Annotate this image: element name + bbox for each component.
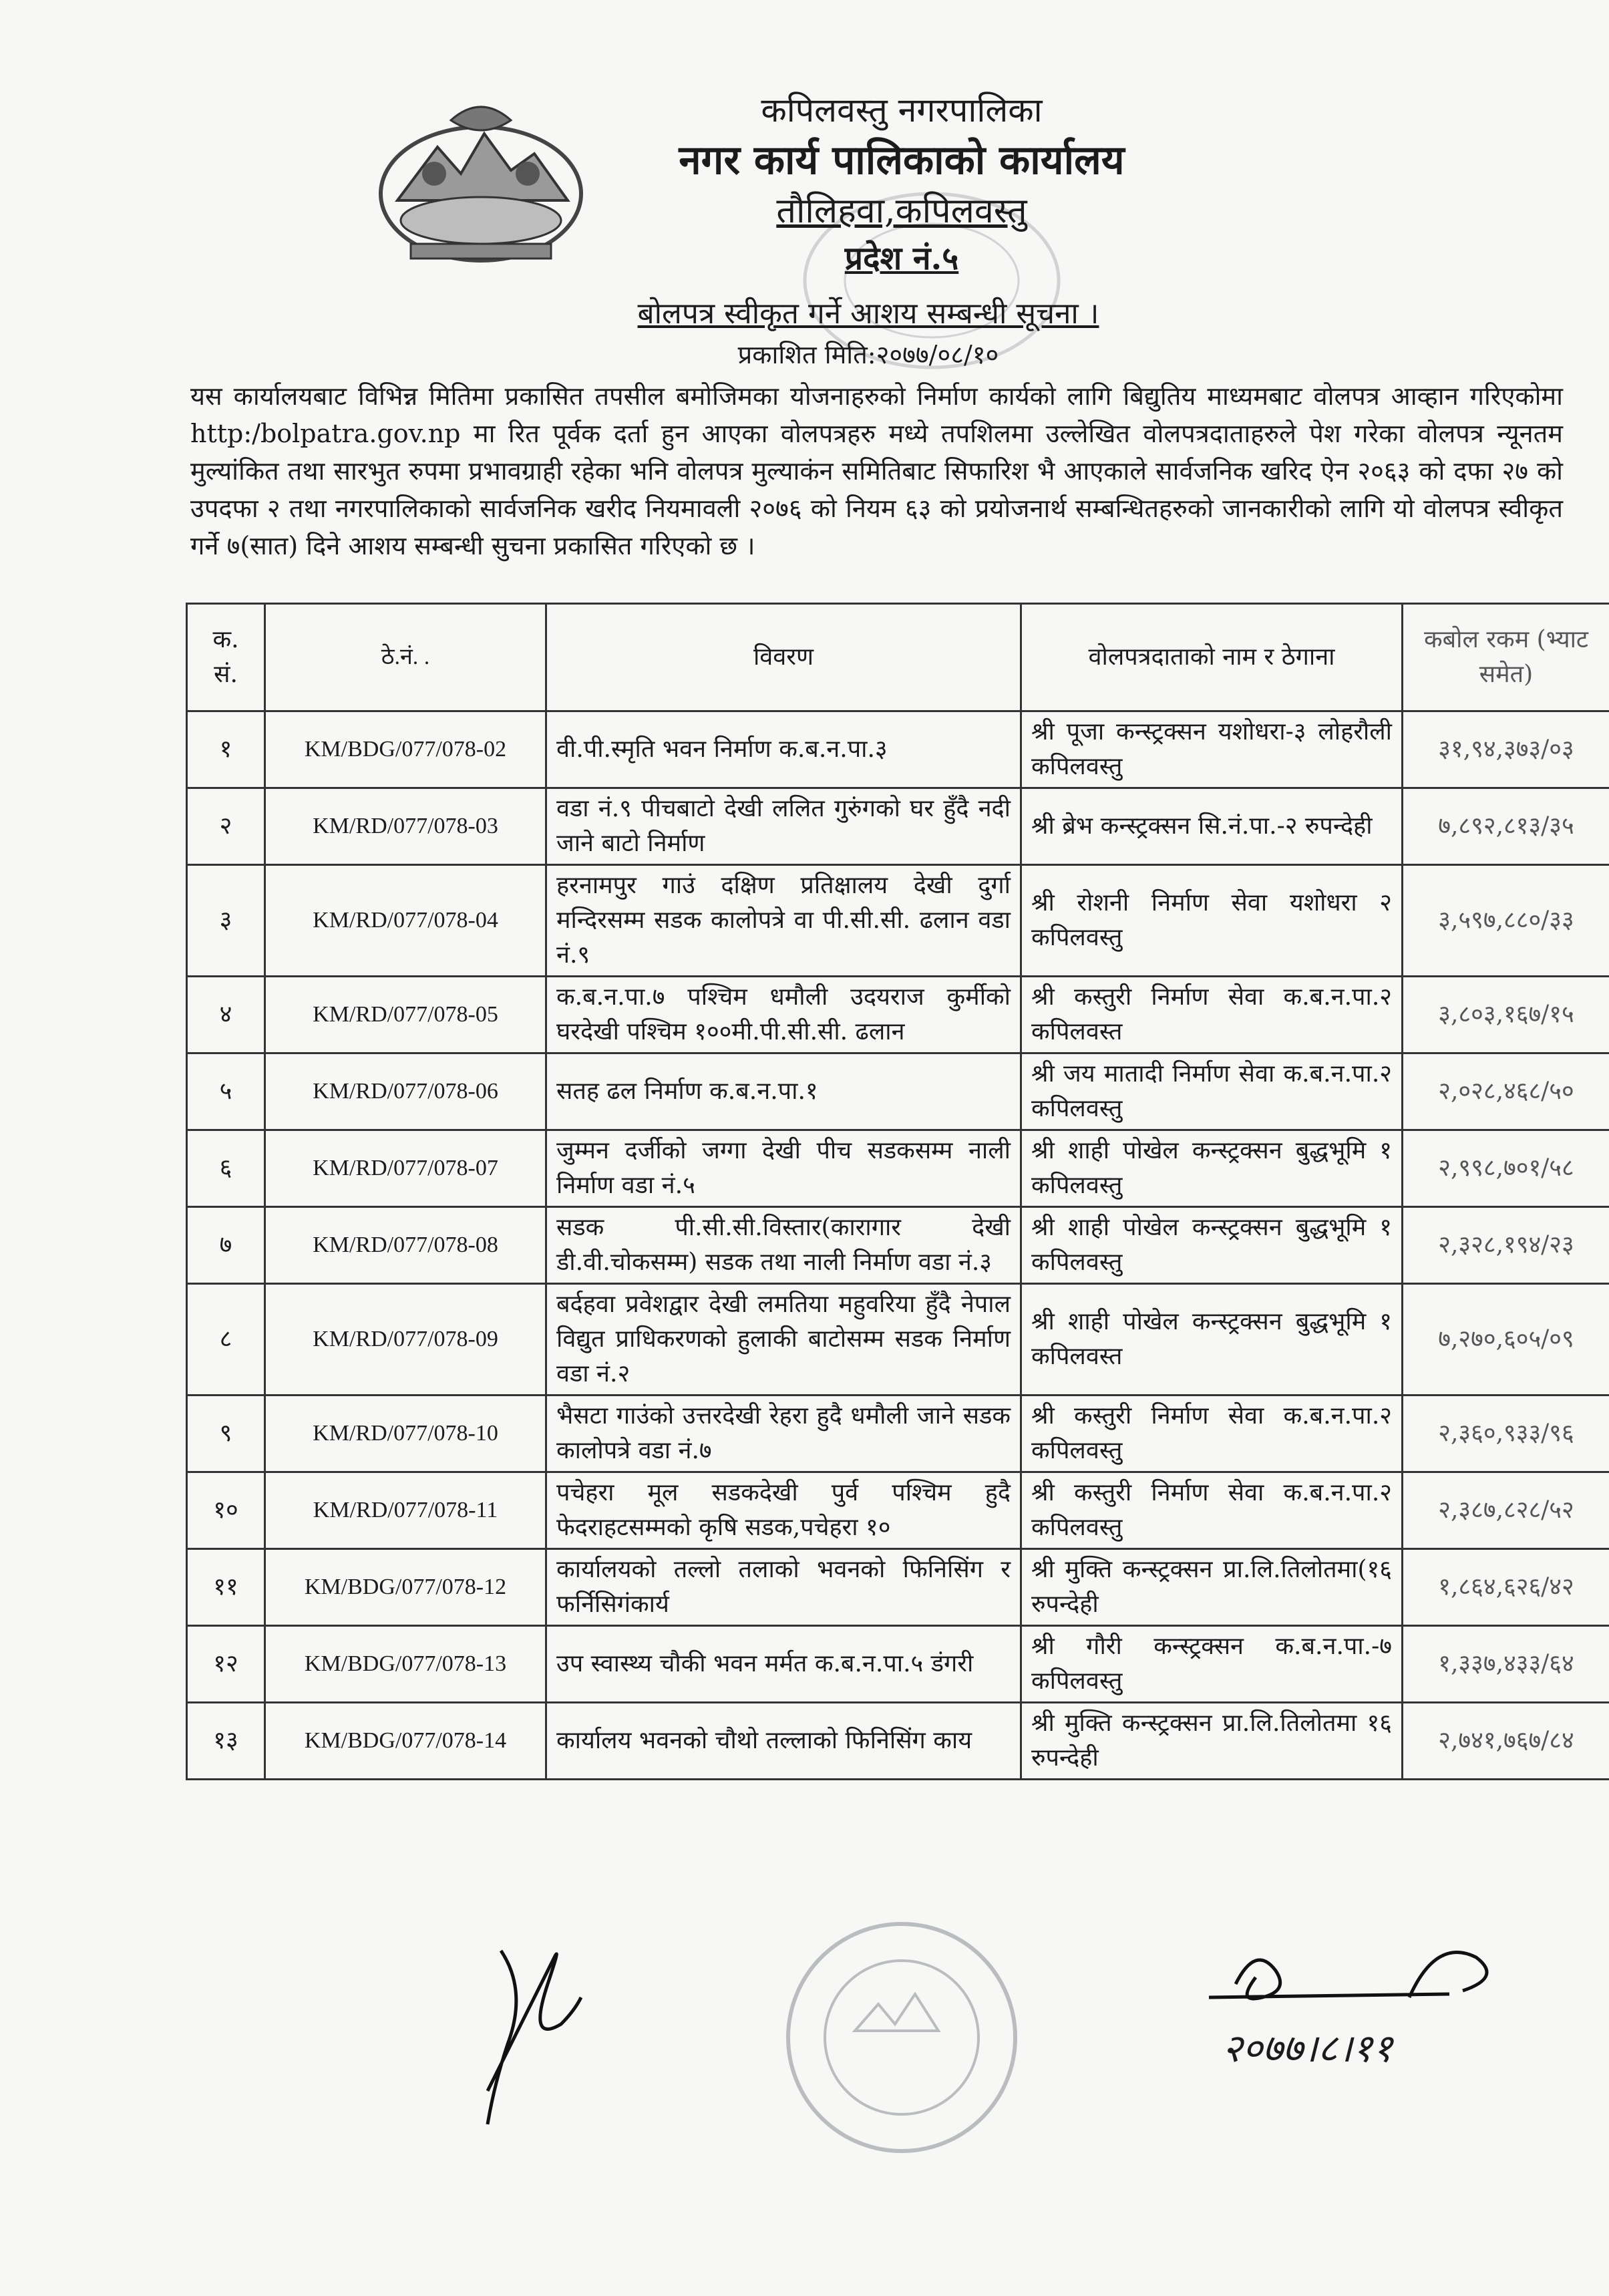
header-sn: क. सं. [187,604,265,711]
cell-amount: ३,५९७,८८०/३३ [1403,865,1609,977]
cell-amount: २,३८७,८२८/५२ [1403,1472,1609,1549]
cell-bidder: श्री शाही पोखेल कन्स्ट्रक्सन बुद्धभूमि १ कपिलवस्तु [1021,1207,1403,1284]
cell-amount: ७,२७०,६०५/०९ [1403,1284,1609,1396]
header-desc: विवरण [546,604,1021,711]
signature-right [1209,1937,1583,2084]
cell-desc: हरनामपुर गाउं दक्षिण प्रतिक्षालय देखी दुर्गा मन्दिरसम्म सडक कालोपत्रे वा पी.सी.सी. ढलान वडा नं.९ [546,865,1021,977]
cell-bidder: श्री रोशनी निर्माण सेवा यशोधरा २ कपिलवस्तु [1021,865,1403,977]
cell-bidder: श्री जय मातादी निर्माण सेवा क.ब.न.पा.२ कपिलवस्तु [1021,1053,1403,1130]
cell-desc: जुम्मन दर्जीको जग्गा देखी पीच सडकसम्म नाली निर्माण वडा नं.५ [546,1130,1021,1207]
cell-ref: KM/BDG/077/078-02 [265,711,546,788]
cell-ref: KM/RD/077/078-03 [265,788,546,865]
table-row [187,1284,1609,1396]
cell-sn: १३ [187,1703,265,1780]
notice-title: बोलपत्र स्वीकृत गर्ने आशय सम्बन्धी सूचना । [637,297,1099,331]
cell-ref: KM/RD/077/078-04 [265,865,546,977]
published-date: प्रकाशित मिति:२०७७/०८/१० [737,340,999,369]
cell-amount: २,३६०,९३३/९६ [1403,1396,1609,1472]
cell-sn: १२ [187,1626,265,1703]
cell-amount: ३१,९४,३७३/०३ [1403,711,1609,788]
cell-desc: वी.पी.स्मृति भवन निर्माण क.ब.न.पा.३ [546,711,1021,788]
cell-desc: कार्यालय भवनको चौथो तल्लाको फिनिसिंग काय [546,1703,1021,1780]
cell-desc: भैसटा गाउंको उत्तरदेखी रेहरा हुदै धमौली जाने सडक कालोपत्रे वडा नं.७ [546,1396,1021,1472]
table-header-row [187,604,1609,711]
table-row [187,1207,1609,1284]
office-name: नगर कार्य पालिकाको कार्यालय [679,137,1125,184]
cell-amount: ७,८९२,८१३/३५ [1403,788,1609,865]
cell-sn: ४ [187,977,265,1053]
cell-sn: ११ [187,1549,265,1626]
cell-amount: ३,८०३,१६७/१५ [1403,977,1609,1053]
cell-ref: KM/RD/077/078-10 [265,1396,546,1472]
cell-bidder: श्री शाही पोखेल कन्स्ट्रक्सन बुद्धभूमि १ कपिलवस्तु [1021,1130,1403,1207]
signature-right-icon [1209,1937,1583,2017]
table-row [187,1130,1609,1207]
cell-ref: KM/BDG/077/078-12 [265,1549,546,1626]
cell-amount: २,९९८,७०१/५८ [1403,1130,1609,1207]
cell-bidder: श्री गौरी कन्स्ट्रक्सन क.ब.न.पा.-७ कपिलवस्तु [1021,1626,1403,1703]
cell-amount: २,०२८,४६८/५० [1403,1053,1609,1130]
table-row [187,865,1609,977]
table-row [187,788,1609,865]
table-row [187,1703,1609,1780]
cell-ref: KM/RD/077/078-09 [265,1284,546,1396]
cell-bidder: श्री ब्रेभ कन्स्ट्रक्सन सि.नं.पा.-२ रुपन्देही [1021,788,1403,865]
cell-ref: KM/RD/077/078-08 [265,1207,546,1284]
nepal-emblem-icon [371,94,591,267]
table-row [187,1396,1609,1472]
table-row [187,1053,1609,1130]
cell-sn: १ [187,711,265,788]
header-bidder: वोलपत्रदाताको नाम र ठेगाना [1021,604,1403,711]
cell-sn: ६ [187,1130,265,1207]
municipality-name: कपिलवस्तु नगरपालिका [761,91,1043,130]
cell-sn: १० [187,1472,265,1549]
bid-table [186,603,1609,1780]
signature-date: २०७७।८।११ [1222,2025,1393,2071]
header-amount: कबोल रकम (भ्याट समेत) [1403,604,1609,711]
cell-amount: १,३३७,४३३/६४ [1403,1626,1609,1703]
cell-sn: ९ [187,1396,265,1472]
cell-ref: KM/RD/077/078-06 [265,1053,546,1130]
cell-amount: २,३२८,१९४/२३ [1403,1207,1609,1284]
office-location: तौलिहवा,कपिलवस्तु [776,191,1027,231]
cell-desc: वडा नं.९ पीचबाटो देखी ललित गुरुंगको घर हुँदै नदी जाने बाटो निर्माण [546,788,1021,865]
cell-bidder: श्री कस्तुरी निर्माण सेवा क.ब.न.पा.२ कपिलवस्तु [1021,1396,1403,1472]
cell-sn: ७ [187,1207,265,1284]
intro-paragraph: यस कार्यालयबाट विभिन्न मितिमा प्रकासित तपसील बमोजिमका योजनाहरुको निर्माण कार्यको लागि बिद्युतिय माध्यमबाट वोलपत्र आव्हान गरिएकोमा http:/bolpatra.gov.np मा रित पूर्वक दर्ता हुन आएका वोलपत्रहरु मध्ये तपशिलमा उल्लेखित वोलपत्रदाताहरुले पेश गरेका वोलपत्र न्यूनतम मुल्यांकित तथा सारभुत रुपमा प्रभावग्राही रहेका भनि वोलपत्र मुल्याकंन समितिबाट सिफारिश भै आएकाले सार्वजनिक खरिद ऐन २०६३ को दफा २७ को उपदफा २ तथा नगरपालिकाको सार्वजनिक खरीद नियमावली २०७६ को नियम ६३ को प्रयोजनार्थ सम्बन्धितहरुको जानकारीको लागि यो वोलपत्र स्वीकृत गर्ने ७(सात) दिने आशय सम्बन्धी सुचना प्रकासित गरिएको छ । [190,381,1563,560]
cell-amount: १,८६४,६२६/४२ [1403,1549,1609,1626]
cell-bidder: श्री मुक्ति कन्स्ट्रक्सन प्रा.लि.तिलोतमा १६ रुपन्देही [1021,1703,1403,1780]
table-row [187,977,1609,1053]
province-name: प्रदेश नं.५ [844,240,959,277]
header-ref: ठे.नं. . [265,604,546,711]
letterhead [601,87,1202,282]
cell-sn: ३ [187,865,265,977]
cell-bidder: श्री कस्तुरी निर्माण सेवा क.ब.न.पा.२ कपिलवस्त [1021,977,1403,1053]
cell-desc: सडक पी.सी.सी.विस्तार(कारागार देखी डी.वी.चोकसम्म) सडक तथा नाली निर्माण वडा नं.३ [546,1207,1021,1284]
cell-sn: ५ [187,1053,265,1130]
cell-desc: कार्यालयको तल्लो तलाको भवनको फिनिसिंग र फर्निसिगंकार्य [546,1549,1021,1626]
cell-ref: KM/RD/077/078-07 [265,1130,546,1207]
cell-ref: KM/RD/077/078-05 [265,977,546,1053]
cell-ref: KM/RD/077/078-11 [265,1472,546,1549]
cell-amount: २,७४१,७६७/८४ [1403,1703,1609,1780]
office-stamp-icon [755,1917,1049,2158]
cell-desc: क.ब.न.पा.७ पश्चिम धमौली उदयराज कुर्मीको घरदेखी पश्चिम १००मी.पी.सी.सी. ढलान [546,977,1021,1053]
cell-desc: उप स्वास्थ्य चौकी भवन मर्मत क.ब.न.पा.५ डंगरी [546,1626,1021,1703]
cell-ref: KM/BDG/077/078-13 [265,1626,546,1703]
cell-ref: KM/BDG/077/078-14 [265,1703,546,1780]
cell-desc: पचेहरा मूल सडकदेखी पुर्व पश्चिम हुदै फेदराहटसम्मको कृषि सडक,पचेहरा १० [546,1472,1021,1549]
cell-bidder: श्री कस्तुरी निर्माण सेवा क.ब.न.पा.२ कपिलवस्तु [1021,1472,1403,1549]
cell-bidder: श्री पूजा कन्स्ट्रक्सन यशोधरा-३ लोहरौली कपिलवस्तु [1021,711,1403,788]
table-row [187,1549,1609,1626]
table-row [187,1472,1609,1549]
cell-bidder: श्री मुक्ति कन्स्ट्रक्सन प्रा.लि.तिलोतमा(१६ रुपन्देही [1021,1549,1403,1626]
cell-desc: बर्दहवा प्रवेशद्वार देखी लमतिया महुवरिया हुँदै नेपाल विद्युत प्राधिकरणको हुलाकी बाटोसम्म सडक निर्माण वडा नं.२ [546,1284,1021,1396]
cell-bidder: श्री शाही पोखेल कन्स्ट्रक्सन बुद्धभूमि १ कपिलवस्त [1021,1284,1403,1396]
cell-desc: सतह ढल निर्माण क.ब.न.पा.१ [546,1053,1021,1130]
cell-sn: ८ [187,1284,265,1396]
table-row [187,1626,1609,1703]
signature-left-icon [461,1924,608,2138]
cell-sn: २ [187,788,265,865]
table-row [187,711,1609,788]
table-body [187,711,1609,1780]
